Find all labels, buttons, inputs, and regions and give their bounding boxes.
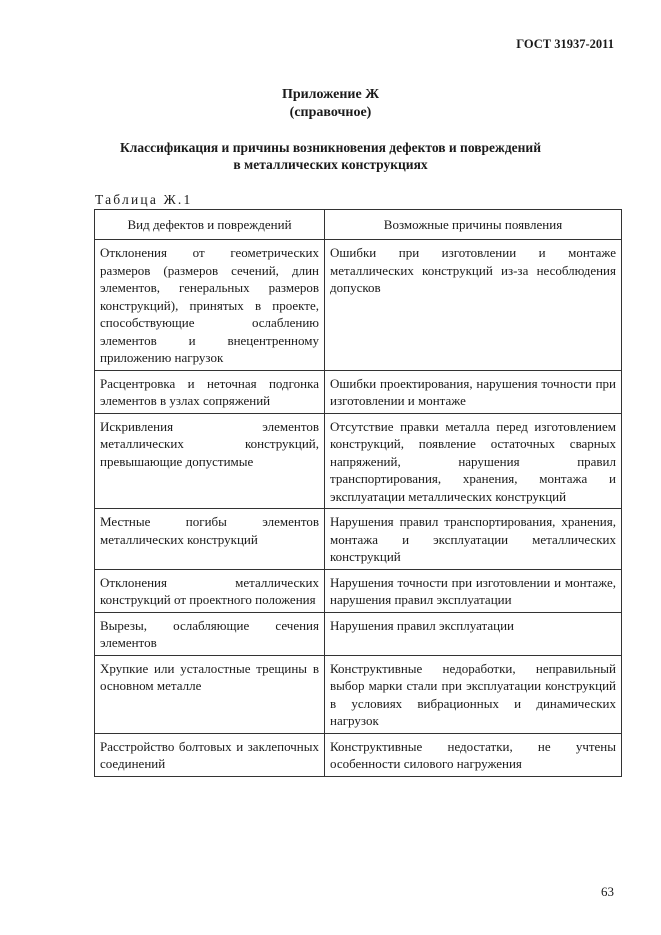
table-row — [95, 240, 622, 371]
annex-status: (справочное) — [289, 105, 372, 120]
cause-cell: Отсутствие правки металла перед изготовлением конструкций, появление остаточных сварных напряжений, нарушения правил транспортирования, хранения, монтажа и эксплуатации металлических конструкций — [325, 413, 622, 509]
defect-cell: Вырезы, ослабляющие сечения элементов — [95, 612, 325, 655]
defects-table — [94, 209, 622, 777]
table-row — [95, 569, 622, 612]
table-label: Таблица Ж.1 — [95, 192, 193, 207]
heading-line-2: в металлических конструкциях — [233, 157, 428, 172]
cause-cell: Ошибки при изготовлении и монтаже металлических конструкций из-за несоблюдения допусков — [325, 240, 622, 371]
cause-cell: Конструктивные недостатки, не учтены особенности силового нагружения — [325, 733, 622, 776]
defect-cell: Местные погибы элементов металлических конструкций — [95, 509, 325, 570]
table-row — [95, 655, 622, 733]
annex-title: Приложение Ж — [281, 87, 380, 102]
standard-code: ГОСТ 31937-2011 — [516, 37, 614, 51]
table-row — [95, 612, 622, 655]
header-possible-causes: Возможные причины появления — [325, 210, 622, 240]
cause-cell: Ошибки проектирования, нарушения точности при изготовлении и монтаже — [325, 370, 622, 413]
defect-cell: Отклонения металлических конструкций от проектного положения — [95, 569, 325, 612]
defect-cell: Расцентровка и неточная подгонка элементов в узлах сопряжений — [95, 370, 325, 413]
section-heading — [0, 139, 661, 173]
table-header-row — [95, 210, 622, 240]
heading-line-1: Классификация и причины возникновения дефектов и повреждений — [120, 140, 541, 155]
cause-cell: Конструктивные недоработки, неправильный выбор марки стали при эксплуатации конструкций в условиях вибрационных и динамических нагрузок — [325, 655, 622, 733]
defect-cell: Расстройство болтовых и заклепочных соединений — [95, 733, 325, 776]
page-number: 63 — [601, 884, 614, 899]
table-row — [95, 733, 622, 776]
cause-cell: Нарушения правил эксплуатации — [325, 612, 622, 655]
cause-cell: Нарушения точности при изготовлении и монтаже, нарушения правил эксплуатации — [325, 569, 622, 612]
header-defect-type: Вид дефектов и повреждений — [95, 210, 325, 240]
table-row — [95, 370, 622, 413]
table-row — [95, 509, 622, 570]
defect-cell: Отклонения от геометрических размеров (размеров сечений, длин элементов, генеральных размеров конструкций), принятых в проекте, способствующие ослаблению элементов и внецентренному приложению нагрузок — [95, 240, 325, 371]
annex-title-block — [0, 86, 661, 122]
defect-cell: Хрупкие или усталостные трещины в основном металле — [95, 655, 325, 733]
cause-cell: Нарушения правил транспортирования, хранения, монтажа и эксплуатации металлических конструкций — [325, 509, 622, 570]
table-row — [95, 413, 622, 509]
defect-cell: Искривления элементов металлических конструкций, превышающие допустимые — [95, 413, 325, 509]
